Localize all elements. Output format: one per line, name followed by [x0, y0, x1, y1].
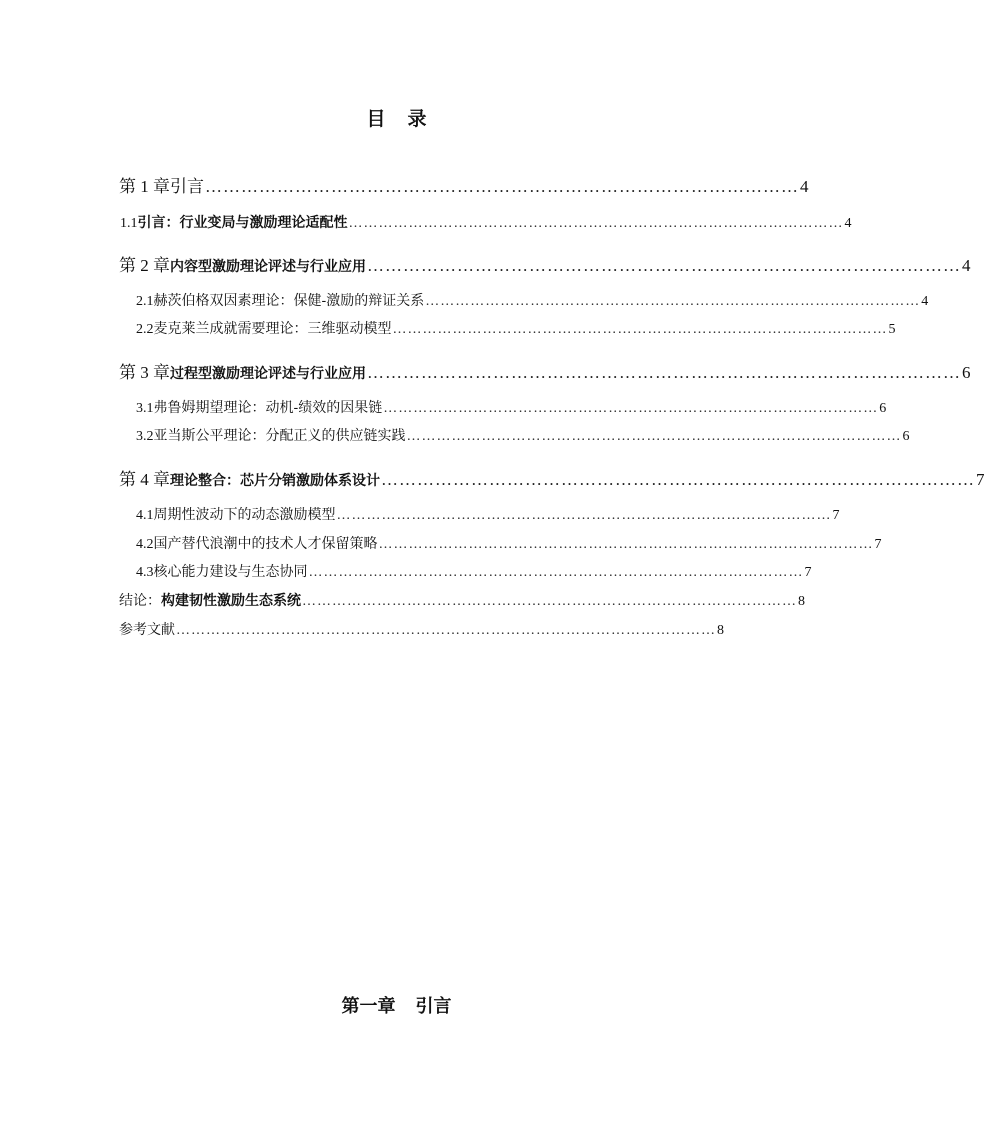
- toc-leader-dots: ………………………………………………………………………………………: [336, 508, 832, 523]
- toc-entry-title: 参考文献: [119, 622, 175, 638]
- toc-entry-number: 1.1: [120, 216, 138, 231]
- toc-leader-dots: ………………………………………………………………………………………: [381, 470, 975, 489]
- toc-entry-section-3-1[interactable]: [136, 397, 887, 419]
- toc-entry-page: 7: [832, 508, 840, 523]
- toc-entry-page: 4: [962, 256, 971, 275]
- toc-leader-dots: ………………………………………………………………………………………: [367, 363, 961, 382]
- toc-entry-title: 弗鲁姆期望理论：动机-绩效的因果链: [153, 400, 383, 416]
- chapter-heading-number: 第一章: [341, 996, 396, 1017]
- toc-title-char-2: 录: [407, 108, 427, 130]
- toc-entry-section-3-2[interactable]: [136, 425, 910, 447]
- toc-entry-section-4-1[interactable]: [136, 504, 840, 526]
- toc-title: [0, 104, 793, 131]
- toc-leader-dots: ………………………………………………………………………………………: [406, 429, 902, 444]
- toc-entry-number: 第 2 章: [119, 256, 170, 275]
- toc-entry-title: 内容型激励理论评述与行业应用: [170, 259, 366, 275]
- toc-entry-number: 4.2: [136, 537, 154, 552]
- toc-entry-title: 过程型激励理论评述与行业应用: [170, 366, 366, 382]
- toc-entry-page: 7: [804, 565, 812, 580]
- toc-entry-number: 2.2: [136, 322, 154, 337]
- toc-entry-number: 2.1: [136, 294, 154, 309]
- chapter-heading: [0, 992, 793, 1018]
- toc-title-char-1: 目: [366, 108, 386, 130]
- toc-entry-number: 第 1 章: [119, 177, 170, 196]
- toc-entry-page: 8: [798, 594, 805, 609]
- toc-leader-dots: ………………………………………………………………………………………: [425, 294, 921, 309]
- toc-entry-title: 赫茨伯格双因素理论：保健-激励的辩证关系: [153, 293, 425, 309]
- toc-entry-section-2-2[interactable]: [136, 318, 896, 340]
- toc-leader-dots: ………………………………………………………………………………………: [367, 256, 961, 275]
- toc-entry-number: 第 3 章: [119, 363, 170, 382]
- toc-entry-chapter-2[interactable]: [119, 251, 971, 275]
- toc-leader-dots: ………………………………………………………………………………………: [378, 537, 874, 552]
- toc-entry-page: 7: [976, 470, 985, 489]
- toc-entry-title: 引言：行业变局与激励理论适配性: [137, 215, 348, 231]
- toc-entry-page: 6: [962, 363, 971, 382]
- toc-entry-chapter-1[interactable]: [119, 172, 809, 197]
- toc-leader-dots: ………………………………………………………………………………………: [308, 565, 804, 580]
- toc-leader-dots: ………………………………………………………………………………………: [348, 216, 844, 231]
- toc-entry-title: 麦克莱兰成就需要理论：三维驱动模型: [153, 321, 392, 337]
- toc-entry-page: 6: [879, 401, 887, 416]
- toc-entry-page: 6: [902, 429, 910, 444]
- toc-entry-page: 8: [717, 623, 724, 638]
- toc-entry-section-2-1[interactable]: [136, 290, 929, 312]
- toc-entry-number: 3.1: [136, 401, 154, 416]
- toc-entry-chapter-4[interactable]: [119, 465, 985, 489]
- toc-entry-page: 4: [844, 216, 852, 231]
- toc-entry-title: 理论整合：芯片分销激励体系设计: [170, 473, 380, 489]
- toc-entry-page: 7: [874, 537, 882, 552]
- toc-entry-references[interactable]: [119, 619, 724, 641]
- toc-leader-dots: ………………………………………………………………………………………………: [176, 623, 716, 638]
- toc-entry-page: 4: [800, 177, 809, 196]
- toc-entry-number: 4.1: [136, 508, 154, 523]
- toc-entry-title: 周期性波动下的动态激励模型: [153, 507, 336, 523]
- toc-entry-section-4-2[interactable]: [136, 533, 882, 555]
- toc-entry-page: 4: [921, 294, 929, 309]
- toc-entry-section-1-1[interactable]: [120, 212, 852, 234]
- toc-entry-number: 4.3: [136, 565, 154, 580]
- toc-entry-title: 引言: [170, 177, 204, 197]
- toc-entry-conclusion[interactable]: [119, 590, 805, 612]
- toc-entry-number: 3.2: [136, 429, 154, 444]
- toc-leader-dots: ………………………………………………………………………………………: [392, 322, 888, 337]
- chapter-heading-title: 引言: [415, 996, 452, 1017]
- toc-leader-dots: ………………………………………………………………………………………: [302, 594, 797, 609]
- toc-leader-dots: ………………………………………………………………………………………: [205, 177, 799, 196]
- toc-entry-title: 亚当斯公平理论：分配正义的供应链实践: [153, 428, 406, 444]
- toc-entry-number: 结论：: [119, 593, 161, 609]
- toc-entry-title: 核心能力建设与生态协同: [153, 564, 308, 580]
- toc-entry-title: 构建韧性激励生态系统: [161, 593, 301, 609]
- toc-entry-title: 国产替代浪潮中的技术人才保留策略: [153, 536, 378, 552]
- toc-entry-section-4-3[interactable]: [136, 561, 812, 583]
- toc-entry-page: 5: [888, 322, 896, 337]
- toc-leader-dots: ………………………………………………………………………………………: [383, 401, 879, 416]
- toc-entry-number: 第 4 章: [119, 470, 170, 489]
- toc-entry-chapter-3[interactable]: [119, 358, 971, 382]
